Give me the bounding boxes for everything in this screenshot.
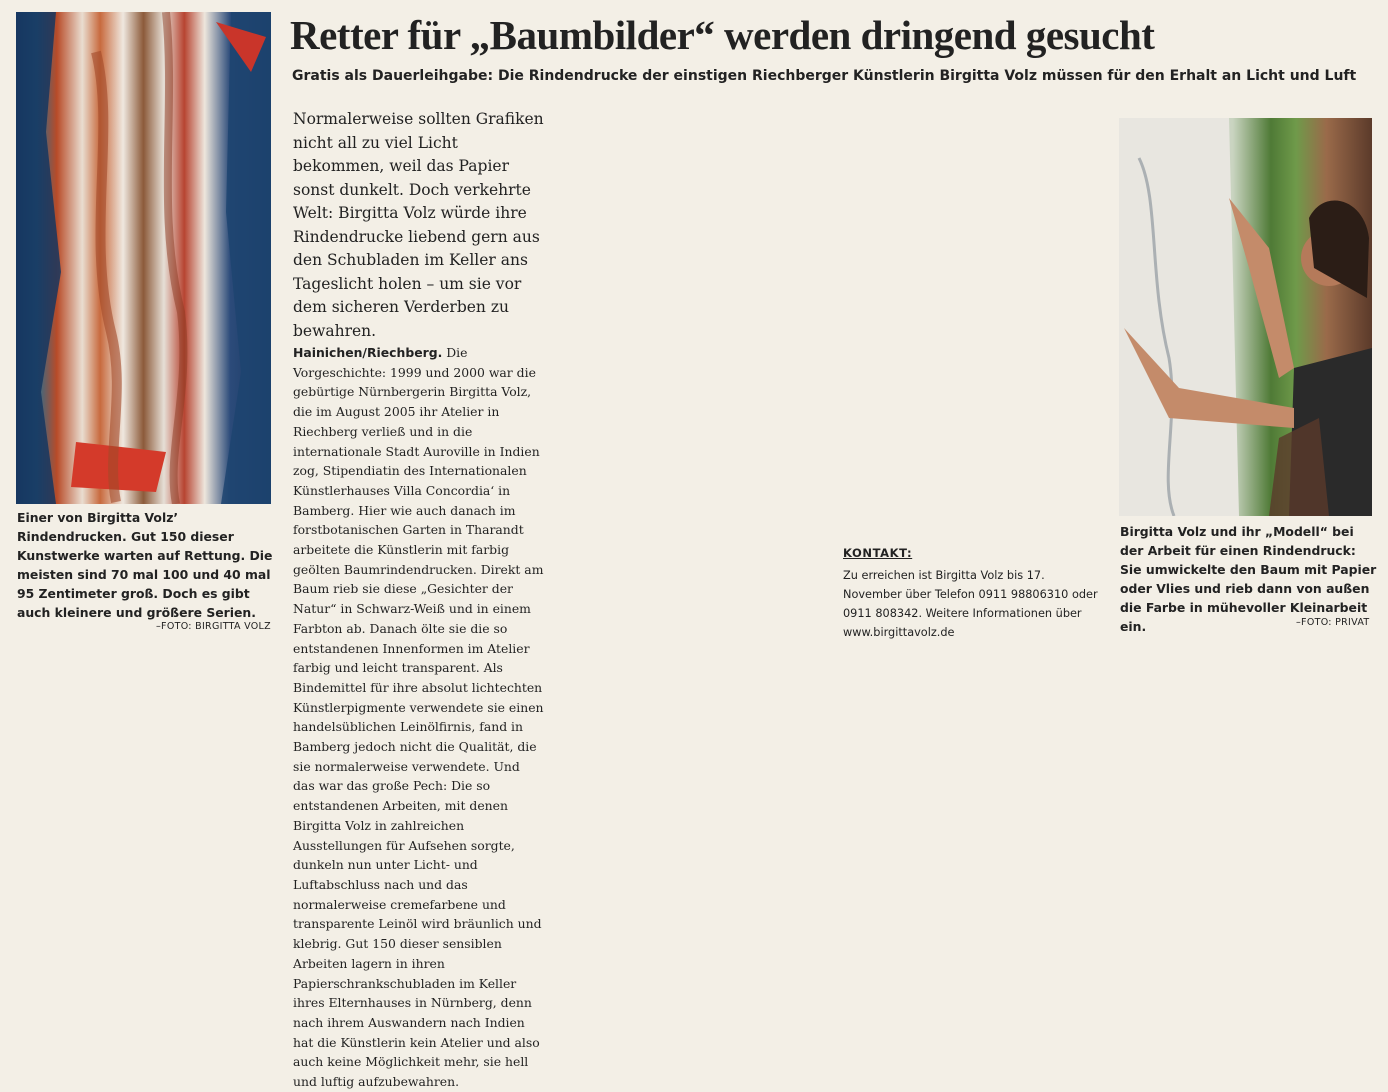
headline: Retter für „Baumbilder“ werden dringend gesucht [290, 12, 1155, 58]
subheadline: Gratis als Dauerleihgabe: Die Rindendrucke der einstigen Riechberger Künstlerin Birgitta Volz müssen für den Erhalt an Licht und Luft [292, 68, 1357, 84]
caption-right: Birgitta Volz und ihr „Modell“ bei der Arbeit für einen Rindendruck: Sie umwickelte den Baum mit Papier oder Vlies und rieb dann von außen die Farbe in mühevoller Kleinarbeit ein. [1120, 524, 1377, 634]
photo-artist [1119, 118, 1372, 516]
kontakt-body: Zu erreichen ist Birgitta Volz bis 17. November über Telefon 0911 98806310 oder 0911 808342. Weitere Informationen über www.birgittavolz.de [843, 569, 1098, 639]
column-1 [293, 108, 545, 1092]
lead-paragraph: Normalerweise sollten Grafiken nicht all zu viel Licht bekommen, weil das Papier sonst dunkelt. Doch verkehrte Welt: Birgitta Volz würde ihre Rindendrucke liebend gern aus den Schubladen im Keller ans Tageslicht holen – um sie vor dem sicheren Verderben zu bewahren. [293, 110, 544, 340]
credit-left: –FOTO: BIRGITTA VOLZ [156, 621, 271, 632]
dateline: Hainichen/Riechberg. [293, 345, 443, 360]
credit-right: –FOTO: PRIVAT [1296, 617, 1370, 628]
caption-left: Einer von Birgitta Volz’ Rindendrucken. Gut 150 dieser Kunstwerke warten auf Rettung. Die meisten sind 70 mal 100 und 40 mal 95 Zentimeter groß. Doch es gibt auch kleinere und größere Serien. [17, 510, 273, 620]
body-paragraph-1 [293, 343, 545, 1092]
kontakt-title: KONTAKT: [843, 546, 913, 560]
photo-bark-print [16, 12, 271, 504]
body-text-1: Die Vorgeschichte: 1999 und 2000 war die gebürtige Nürnbergerin Birgitta Volz, die im August 2005 ihr Atelier in Riechberg verließ und in die internationale Stadt Auroville in Indien zog, Stipendiatin des Internationalen Künstlerhauses Villa Concordia‘ in Bamberg. Hier wie auch danach im forstbotanischen Garten in Tharandt arbeitete die Künstlerin mit farbig geölten Baumrindendrucken. Direkt am Baum rieb sie diese „Gesichter der Natur“ in Schwarz-Weiß und in einem Farbton ab. Danach ölte sie die so entstandenen Innenformen im Atelier farbig und leicht transparent. Als Bindemittel für ihre absolut lichtechten Künstlerpigmente verwendete sie einen handelsüblichen Leinölfirnis, fand in Bamberg jedoch nicht die Qualität, die sie normalerweise verwendete. Und das war das große Pech: Die so entstandenen Arbeiten, mit denen Birgitta Volz in zahlreichen Ausstellungen für Aufsehen sorgte, dunkeln nun unter Licht- und Luftabschluss nach und das normalerweise cremefarbene und transparente Leinöl wird bräunlich und klebrig. Gut 150 dieser sensiblen Arbeiten lagern in ihren Papierschrankschubladen im Keller ihres Elternhauses in Nürnberg, denn nach ihrem Auswandern nach Indien hat die Künstlerin kein Atelier und also auch keine Möglichkeit mehr, sie hell und luftig aufzubewahren. [293, 345, 544, 1090]
